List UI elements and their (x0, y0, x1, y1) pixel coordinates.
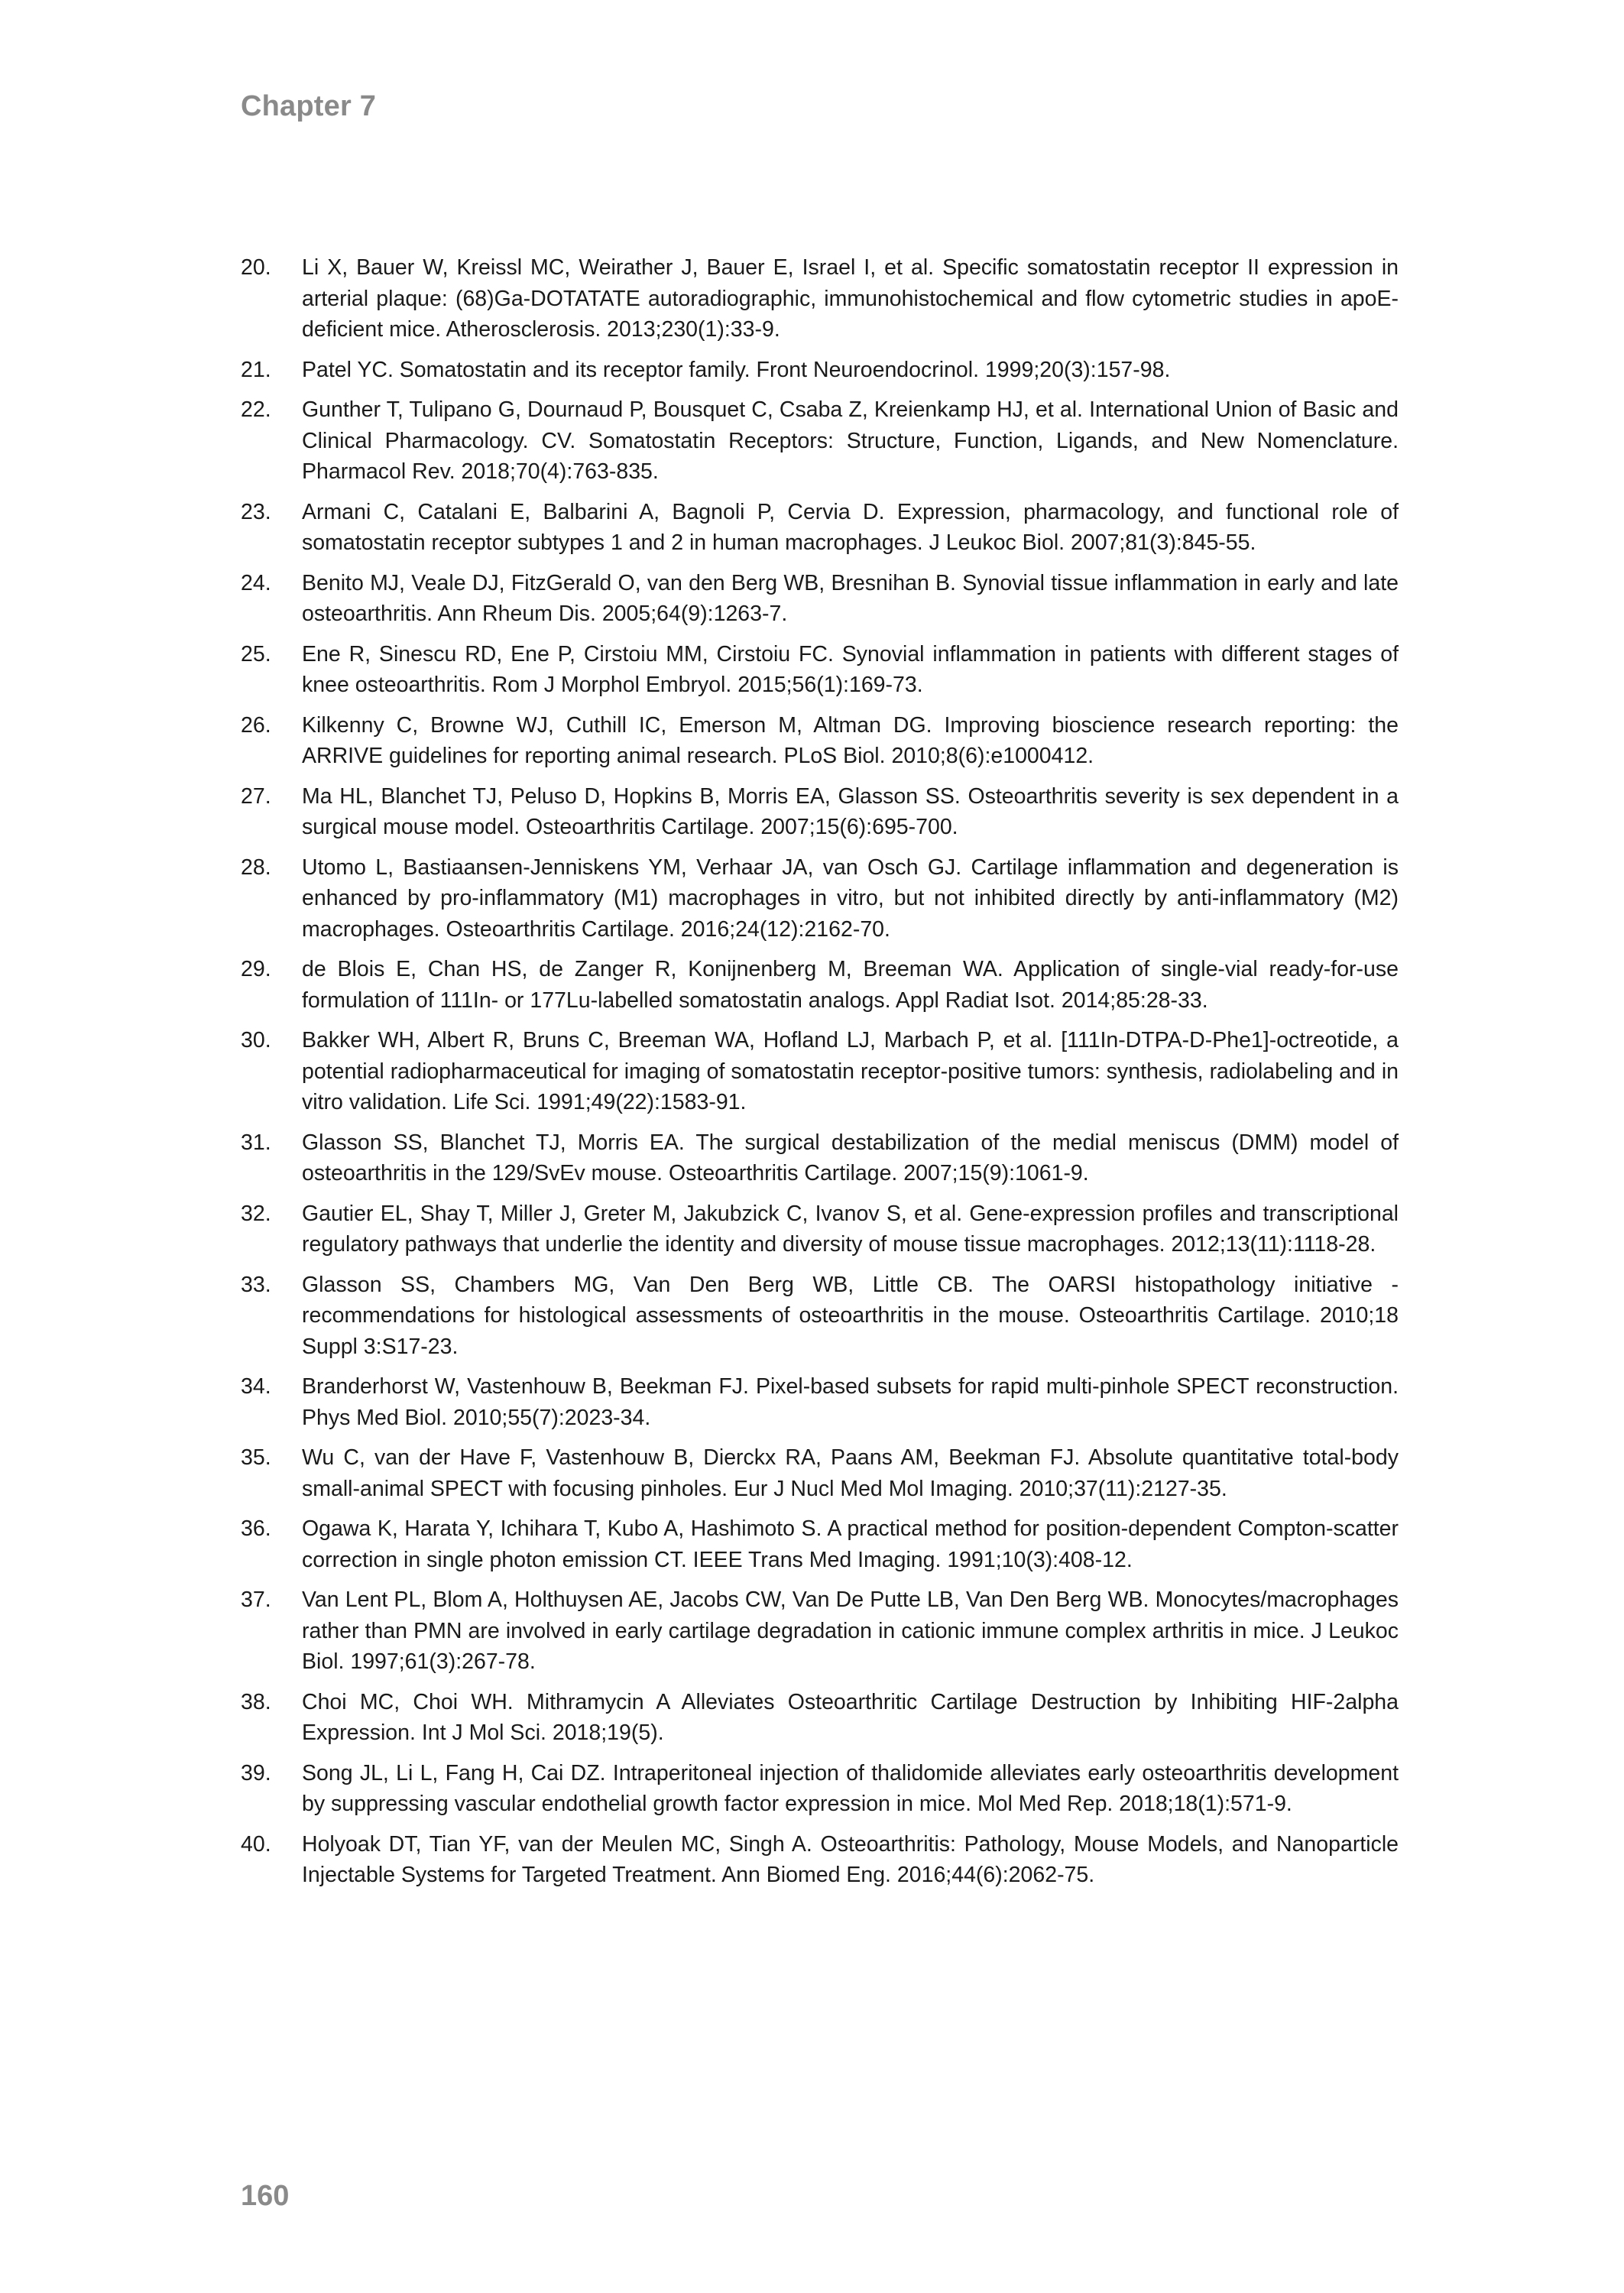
reference-text: Armani C, Catalani E, Balbarini A, Bagnoli P, Cervia D. Expression, pharmacology, and functional role of somatostatin receptor subtypes 1 and 2 in human macrophages. J Leukoc Biol. 2007;81(3):845-55. (302, 499, 1399, 555)
reference-list (241, 252, 1399, 1900)
reference-number: 21. (241, 357, 271, 382)
chapter-header: Chapter 7 (241, 90, 377, 122)
reference-number: 36. (241, 1516, 271, 1541)
reference-number: 31. (241, 1130, 271, 1155)
reference-number: 24. (241, 570, 271, 595)
page-number: 160 (241, 2180, 290, 2212)
reference-item (241, 394, 1399, 488)
reference-text: Holyoak DT, Tian YF, van der Meulen MC, Singh A. Osteoarthritis: Pathology, Mouse Models, and Nanoparticle Injectable Systems for Targeted Treatment. Ann Biomed Eng. 2016;44(6):2062-75. (302, 1831, 1399, 1887)
reference-item (241, 954, 1399, 1016)
reference-item (241, 1513, 1399, 1575)
reference-item (241, 568, 1399, 630)
reference-item (241, 1829, 1399, 1891)
reference-number: 20. (241, 255, 271, 280)
reference-number: 25. (241, 641, 271, 666)
reference-item (241, 1442, 1399, 1504)
reference-item (241, 1270, 1399, 1363)
reference-item (241, 1025, 1399, 1118)
reference-text: Van Lent PL, Blom A, Holthuysen AE, Jacobs CW, Van De Putte LB, Van Den Berg WB. Monocytes/macrophages rather than PMN are involved in early cartilage degradation in cationic immune complex arthritis in mice. J Leukoc Biol. 1997;61(3):267-78. (302, 1588, 1399, 1674)
reference-number: 40. (241, 1831, 271, 1857)
reference-number: 28. (241, 855, 271, 880)
reference-number: 35. (241, 1445, 271, 1470)
reference-number: 34. (241, 1374, 271, 1399)
reference-item (241, 252, 1399, 345)
reference-text: Kilkenny C, Browne WJ, Cuthill IC, Emerson M, Altman DG. Improving bioscience research reporting: the ARRIVE guidelines for reporting animal research. PLoS Biol. 2010;8(6):e1000412. (302, 712, 1399, 768)
reference-number: 23. (241, 499, 271, 524)
reference-item (241, 1127, 1399, 1189)
reference-number: 26. (241, 712, 271, 738)
reference-text: Ogawa K, Harata Y, Ichihara T, Kubo A, Hashimoto S. A practical method for position-dependent Compton-scatter correction in single photon emission CT. IEEE Trans Med Imaging. 1991;10(3):408-12. (302, 1516, 1399, 1572)
reference-number: 22. (241, 397, 271, 422)
reference-item (241, 1371, 1399, 1433)
reference-text: Benito MJ, Veale DJ, FitzGerald O, van den Berg WB, Bresnihan B. Synovial tissue inflammation in early and late osteoarthritis. Ann Rheum Dis. 2005;64(9):1263-7. (302, 570, 1399, 626)
reference-number: 32. (241, 1201, 271, 1226)
reference-text: Bakker WH, Albert R, Bruns C, Breeman WA, Hofland LJ, Marbach P, et al. [111In-DTPA-D-Phe1]-octreotide, a potential radiopharmaceutical for imaging of somatostatin receptor-positive tumors: synthesis, radiolabeling and in vitro validation. Life Sci. 1991;49(22):1583-91. (302, 1028, 1399, 1114)
reference-item (241, 639, 1399, 701)
reference-item (241, 355, 1399, 386)
reference-item (241, 852, 1399, 945)
reference-item (241, 1687, 1399, 1749)
reference-item (241, 497, 1399, 559)
reference-number: 33. (241, 1272, 271, 1297)
reference-text: Utomo L, Bastiaansen-Jenniskens YM, Verhaar JA, van Osch GJ. Cartilage inflammation and degeneration is enhanced by pro-inflammatory (M1) macrophages in vitro, but not inhibited directly by anti-inflammatory (M2) macrophages. Osteoarthritis Cartilage. 2016;24(12):2162-70. (302, 855, 1399, 942)
reference-text: Wu C, van der Have F, Vastenhouw B, Dierckx RA, Paans AM, Beekman FJ. Absolute quantitative total-body small-animal SPECT with focusing pinholes. Eur J Nucl Med Mol Imaging. 2010;37(11):2127-35. (302, 1445, 1399, 1501)
reference-number: 30. (241, 1028, 271, 1052)
reference-text: Gautier EL, Shay T, Miller J, Greter M, Jakubzick C, Ivanov S, et al. Gene-expression profiles and transcriptional regulatory pathways that underlie the identity and diversity of mouse tissue macrophages. 2012;13(11):1118-28. (302, 1201, 1399, 1257)
reference-item (241, 710, 1399, 772)
reference-text: Song JL, Li L, Fang H, Cai DZ. Intraperitoneal injection of thalidomide alleviates early osteoarthritis development by suppressing vascular endothelial growth factor expression in mice. Mol Med Rep. 2018;18(1):571-9. (302, 1760, 1399, 1816)
reference-item (241, 781, 1399, 843)
reference-number: 38. (241, 1689, 271, 1714)
reference-text: Choi MC, Choi WH. Mithramycin A Alleviates Osteoarthritic Cartilage Destruction by Inhibiting HIF-2alpha Expression. Int J Mol Sci. 2018;19(5). (302, 1689, 1399, 1745)
reference-number: 39. (241, 1760, 271, 1785)
reference-item (241, 1758, 1399, 1820)
reference-item (241, 1198, 1399, 1260)
reference-text: de Blois E, Chan HS, de Zanger R, Konijnenberg M, Breeman WA. Application of single-vial ready-for-use formulation of 111In- or 177Lu-labelled somatostatin analogs. Appl Radiat Isot. 2014;85:28-33. (302, 957, 1399, 1013)
reference-text: Branderhorst W, Vastenhouw B, Beekman FJ. Pixel-based subsets for rapid multi-pinhole SPECT reconstruction. Phys Med Biol. 2010;55(7):2023-34. (302, 1374, 1399, 1430)
reference-text: Ma HL, Blanchet TJ, Peluso D, Hopkins B, Morris EA, Glasson SS. Osteoarthritis severity is sex dependent in a surgical mouse model. Osteoarthritis Cartilage. 2007;15(6):695-700. (302, 783, 1399, 839)
reference-text: Ene R, Sinescu RD, Ene P, Cirstoiu MM, Cirstoiu FC. Synovial inflammation in patients with different stages of knee osteoarthritis. Rom J Morphol Embryol. 2015;56(1):169-73. (302, 641, 1399, 697)
reference-text: Gunther T, Tulipano G, Dournaud P, Bousquet C, Csaba Z, Kreienkamp HJ, et al. International Union of Basic and Clinical Pharmacology. CV. Somatostatin Receptors: Structure, Function, Ligands, and New Nomenclature. Pharmacol Rev. 2018;70(4):763-835. (302, 397, 1399, 484)
reference-number: 29. (241, 957, 271, 981)
reference-text: Patel YC. Somatostatin and its receptor family. Front Neuroendocrinol. 1999;20(3):157-98. (302, 357, 1171, 382)
reference-text: Glasson SS, Blanchet TJ, Morris EA. The surgical destabilization of the medial meniscus (DMM) model of osteoarthritis in the 129/SvEv mouse. Osteoarthritis Cartilage. 2007;15(9):1061-9. (302, 1130, 1399, 1185)
reference-number: 37. (241, 1588, 271, 1612)
reference-text: Li X, Bauer W, Kreissl MC, Weirather J, Bauer E, Israel I, et al. Specific somatostatin receptor II expression in arterial plaque: (68)Ga-DOTATATE autoradiographic, immunohistochemical and flow cytometric studies in apoE-deficient mice. Atherosclerosis. 2013;230(1):33-9. (302, 255, 1399, 342)
reference-item (241, 1584, 1399, 1678)
reference-text: Glasson SS, Chambers MG, Van Den Berg WB, Little CB. The OARSI histopathology initiative - recommendations for histological assessments of osteoarthritis in the mouse. Osteoarthritis Cartilage. 2010;18 Suppl 3:S17-23. (302, 1272, 1399, 1359)
reference-number: 27. (241, 783, 271, 809)
